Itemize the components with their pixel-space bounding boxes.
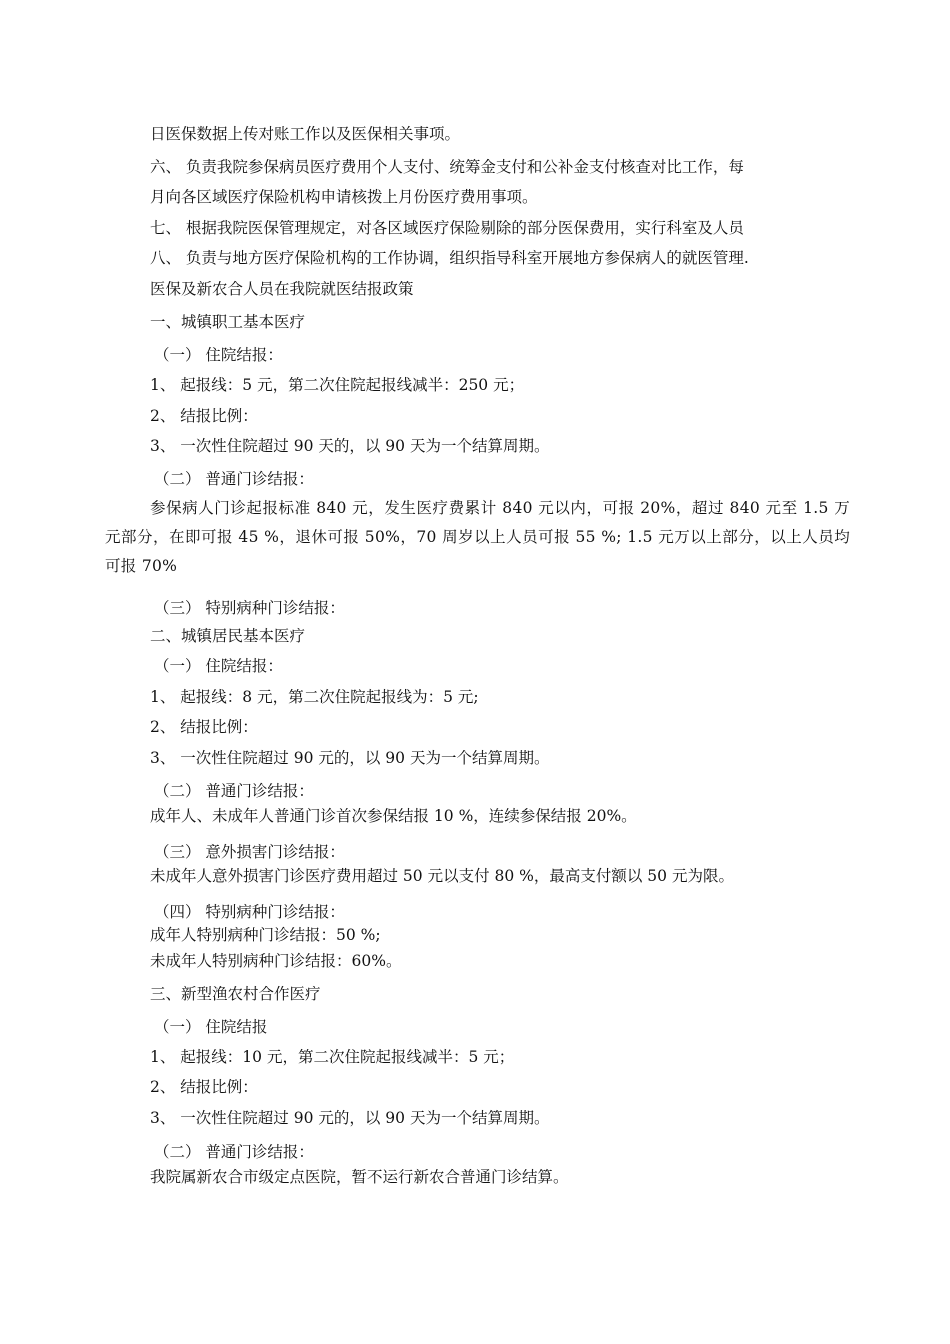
subsection-heading: （一） 住院结报： [154, 346, 283, 364]
subsection-heading: （二） 普通门诊结报： [154, 470, 314, 488]
list-item: 3、 一次性住院超过 90 天的，以 90 天为一个结算周期。 [150, 437, 550, 455]
text-line: 六、 负责我院参保病员医疗费用个人支付、统筹金支付和公补金支付核查对比工作，每 [150, 158, 744, 176]
section-heading: 二、城镇居民基本医疗 [150, 627, 306, 645]
list-item: 1、 起报线：8 元，第二次住院起报线为：5 元; [150, 688, 479, 706]
section-title: 医保及新农合人员在我院就医结报政策 [150, 280, 414, 298]
text-line: 成年人、未成年人普通门诊首次参保结报 10 %，连续参保结报 20%。 [150, 807, 637, 825]
subsection-heading: （一） 住院结报： [154, 657, 283, 675]
text-line: 未成年人意外损害门诊医疗费用超过 50 元以支付 80 %，最高支付额以 50 元为限。 [150, 867, 734, 885]
list-item: 2、 结报比例： [150, 407, 258, 425]
text-line: 八、 负责与地方医疗保险机构的工作协调，组织指导科室开展地方参保病人的就医管理. [150, 249, 749, 267]
subsection-heading: （三） 意外损害门诊结报： [154, 843, 345, 861]
section-heading: 一、城镇职工基本医疗 [150, 313, 306, 331]
text-line: 日医保数据上传对账工作以及医保相关事项。 [150, 125, 461, 143]
subsection-heading: （二） 普通门诊结报： [154, 1143, 314, 1161]
policy-paragraph: 参保病人门诊起报标准 840 元，发生医疗费累计 840 元以内，可报 20%，超过 840 元至 1.5 万元部分，在即可报 45 %，退休可报 50%，70 周岁以上人员可报 55 %; 1.5 元万以上部分，以上人员均可报 70% [105, 499, 850, 575]
subsection-heading: （二） 普通门诊结报： [154, 782, 314, 800]
text-line: 成年人特别病种门诊结报：50 %; [150, 926, 381, 944]
list-item: 3、 一次性住院超过 90 元的，以 90 天为一个结算周期。 [150, 749, 550, 767]
list-item: 2、 结报比例： [150, 1078, 258, 1096]
list-item: 1、 起报线：5 元，第二次住院起报线减半：250 元； [150, 376, 525, 394]
text-line: 未成年人特别病种门诊结报：60%。 [150, 952, 402, 970]
section-heading: 三、新型渔农村合作医疗 [150, 985, 321, 1003]
list-item: 1、 起报线：10 元，第二次住院起报线减半：5 元； [150, 1048, 515, 1066]
subsection-heading: （一） 住院结报 [154, 1018, 268, 1036]
subsection-heading: （三） 特别病种门诊结报： [154, 599, 345, 617]
list-item: 2、 结报比例： [150, 718, 258, 736]
text-line: 月向各区域医疗保险机构申请核拨上月份医疗费用事项。 [150, 188, 538, 206]
text-line: 七、 根据我院医保管理规定，对各区域医疗保险剔除的部分医保费用，实行科室及人员 [150, 219, 744, 237]
text-line: 我院属新农合市级定点医院，暂不运行新农合普通门诊结算。 [150, 1168, 569, 1186]
subsection-heading: （四） 特别病种门诊结报： [154, 903, 345, 921]
list-item: 3、 一次性住院超过 90 元的，以 90 天为一个结算周期。 [150, 1109, 550, 1127]
